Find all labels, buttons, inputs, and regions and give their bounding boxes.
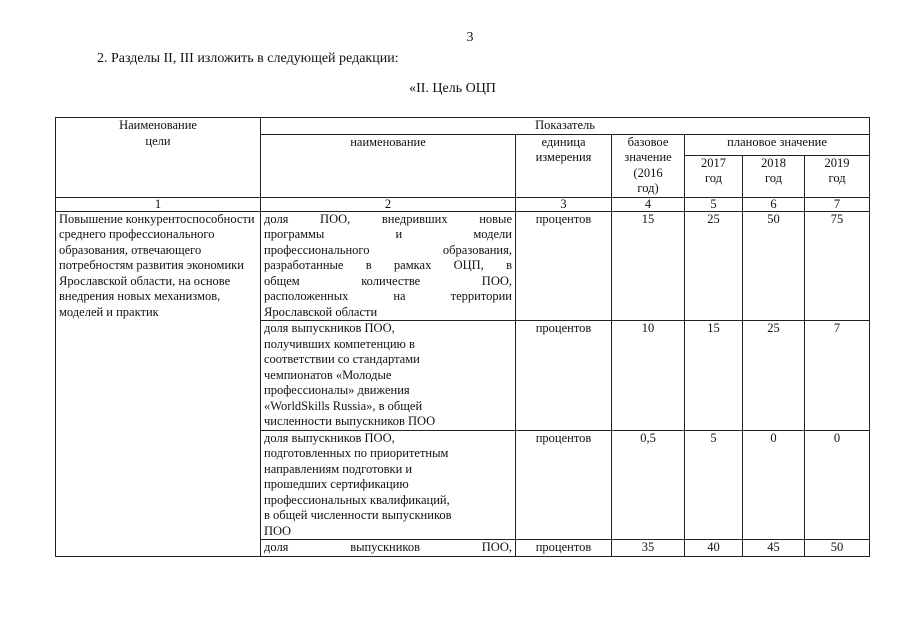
unit-cell: процентов bbox=[516, 540, 612, 557]
indicator-line: разработанные в рамках ОЦП, в bbox=[264, 258, 512, 272]
section-title: «II. Цель ОЦП bbox=[409, 81, 496, 96]
indicator-line: Ярославской области bbox=[264, 304, 378, 319]
indicator-line: общем количестве ПОО, bbox=[264, 273, 512, 288]
value-2019-cell: 7 bbox=[805, 321, 870, 431]
header-planned: плановое значение bbox=[685, 134, 870, 155]
indicator-line: в общей численности выпускников bbox=[264, 508, 452, 522]
indicator-line: профессионалы» движения bbox=[264, 383, 410, 397]
base-value-cell: 0,5 bbox=[612, 430, 685, 540]
indicator-line: профессионального образования, bbox=[264, 242, 512, 257]
header-goal-name-text: Наименование цели bbox=[119, 118, 197, 148]
value-2019-cell: 75 bbox=[805, 211, 870, 321]
header-indicator: Показатель bbox=[261, 118, 870, 135]
table-row bbox=[56, 211, 870, 321]
indicator-name bbox=[261, 211, 516, 321]
indicator-line: соответствии со стандартами bbox=[264, 352, 420, 366]
column-number: 3 bbox=[516, 197, 612, 211]
indicator-line: профессиональных квалификаций, bbox=[264, 492, 450, 507]
header-unit bbox=[516, 134, 612, 197]
page-number: 3 bbox=[466, 30, 474, 45]
value-2019-cell: 50 bbox=[805, 540, 870, 557]
value-2018-cell: 50 bbox=[743, 211, 805, 321]
goal-indicators-table bbox=[55, 117, 870, 557]
indicator-line: «WorldSkills Russia», в общей bbox=[264, 398, 423, 413]
header-name: наименование bbox=[261, 134, 516, 197]
value-2017-cell: 40 bbox=[685, 540, 743, 557]
header-row-1 bbox=[56, 118, 870, 135]
column-number: 6 bbox=[743, 197, 805, 211]
indicator-name bbox=[261, 430, 516, 540]
header-2017 bbox=[685, 155, 743, 197]
column-number: 4 bbox=[612, 197, 685, 211]
indicator-line: доля ПОО, внедривших новые bbox=[264, 211, 512, 226]
indicator-line: чемпионатов «Молодые bbox=[264, 367, 392, 382]
header-unit-text: единица измерения bbox=[535, 134, 592, 164]
indicator-line: прошедших сертификацию bbox=[264, 477, 409, 491]
column-number: 1 bbox=[56, 197, 261, 211]
indicator-line: доля выпускников ПОО, bbox=[264, 430, 395, 445]
value-2018-cell: 45 bbox=[743, 540, 805, 557]
goal-cell: Повышение конкурентоспособности среднего профессионального образования, отвечающего потребностям развития экономики Ярославской области, на основе внедрения новых механизмов, моделей и практик bbox=[56, 211, 261, 556]
indicator-name bbox=[261, 540, 516, 557]
column-number-row bbox=[56, 197, 870, 211]
column-number: 5 bbox=[685, 197, 743, 211]
base-value-cell: 10 bbox=[612, 321, 685, 431]
indicator-line: подготовленных по приоритетным bbox=[264, 446, 449, 460]
column-number: 2 bbox=[261, 197, 516, 211]
header-2018 bbox=[743, 155, 805, 197]
indicator-line: численности выпускников ПОО bbox=[264, 414, 436, 428]
header-2017-text: 2017 год bbox=[701, 155, 726, 186]
indicator-line: получивших компетенцию в bbox=[264, 336, 415, 351]
value-2018-cell: 25 bbox=[743, 321, 805, 431]
unit-cell: процентов bbox=[516, 211, 612, 321]
header-base bbox=[612, 134, 685, 197]
indicator-line: расположенных на территории bbox=[264, 289, 512, 303]
column-number: 7 bbox=[805, 197, 870, 211]
value-2018-cell: 0 bbox=[743, 430, 805, 540]
value-2017-cell: 15 bbox=[685, 321, 743, 431]
intro-text: 2. Разделы II, III изложить в следующей редакции: bbox=[97, 51, 399, 66]
header-goal-name bbox=[56, 118, 261, 198]
unit-cell: процентов bbox=[516, 430, 612, 540]
indicator-line: доля выпускников ПОО, bbox=[264, 540, 512, 554]
value-2019-cell: 0 bbox=[805, 430, 870, 540]
indicator-line: программы и модели bbox=[264, 227, 512, 241]
header-2019 bbox=[805, 155, 870, 197]
header-base-text: базовое значение (2016 год) bbox=[624, 134, 672, 195]
base-value-cell: 15 bbox=[612, 211, 685, 321]
indicator-name bbox=[261, 321, 516, 431]
header-2018-text: 2018 год bbox=[761, 155, 786, 186]
unit-cell: процентов bbox=[516, 321, 612, 431]
base-value-cell: 35 bbox=[612, 540, 685, 557]
indicator-line: ПОО bbox=[264, 523, 292, 538]
indicator-line: направлениям подготовки и bbox=[264, 461, 413, 476]
indicator-line: доля выпускников ПОО, bbox=[264, 321, 395, 335]
value-2017-cell: 5 bbox=[685, 430, 743, 540]
value-2017-cell: 25 bbox=[685, 211, 743, 321]
header-2019-text: 2019 год bbox=[824, 155, 850, 186]
